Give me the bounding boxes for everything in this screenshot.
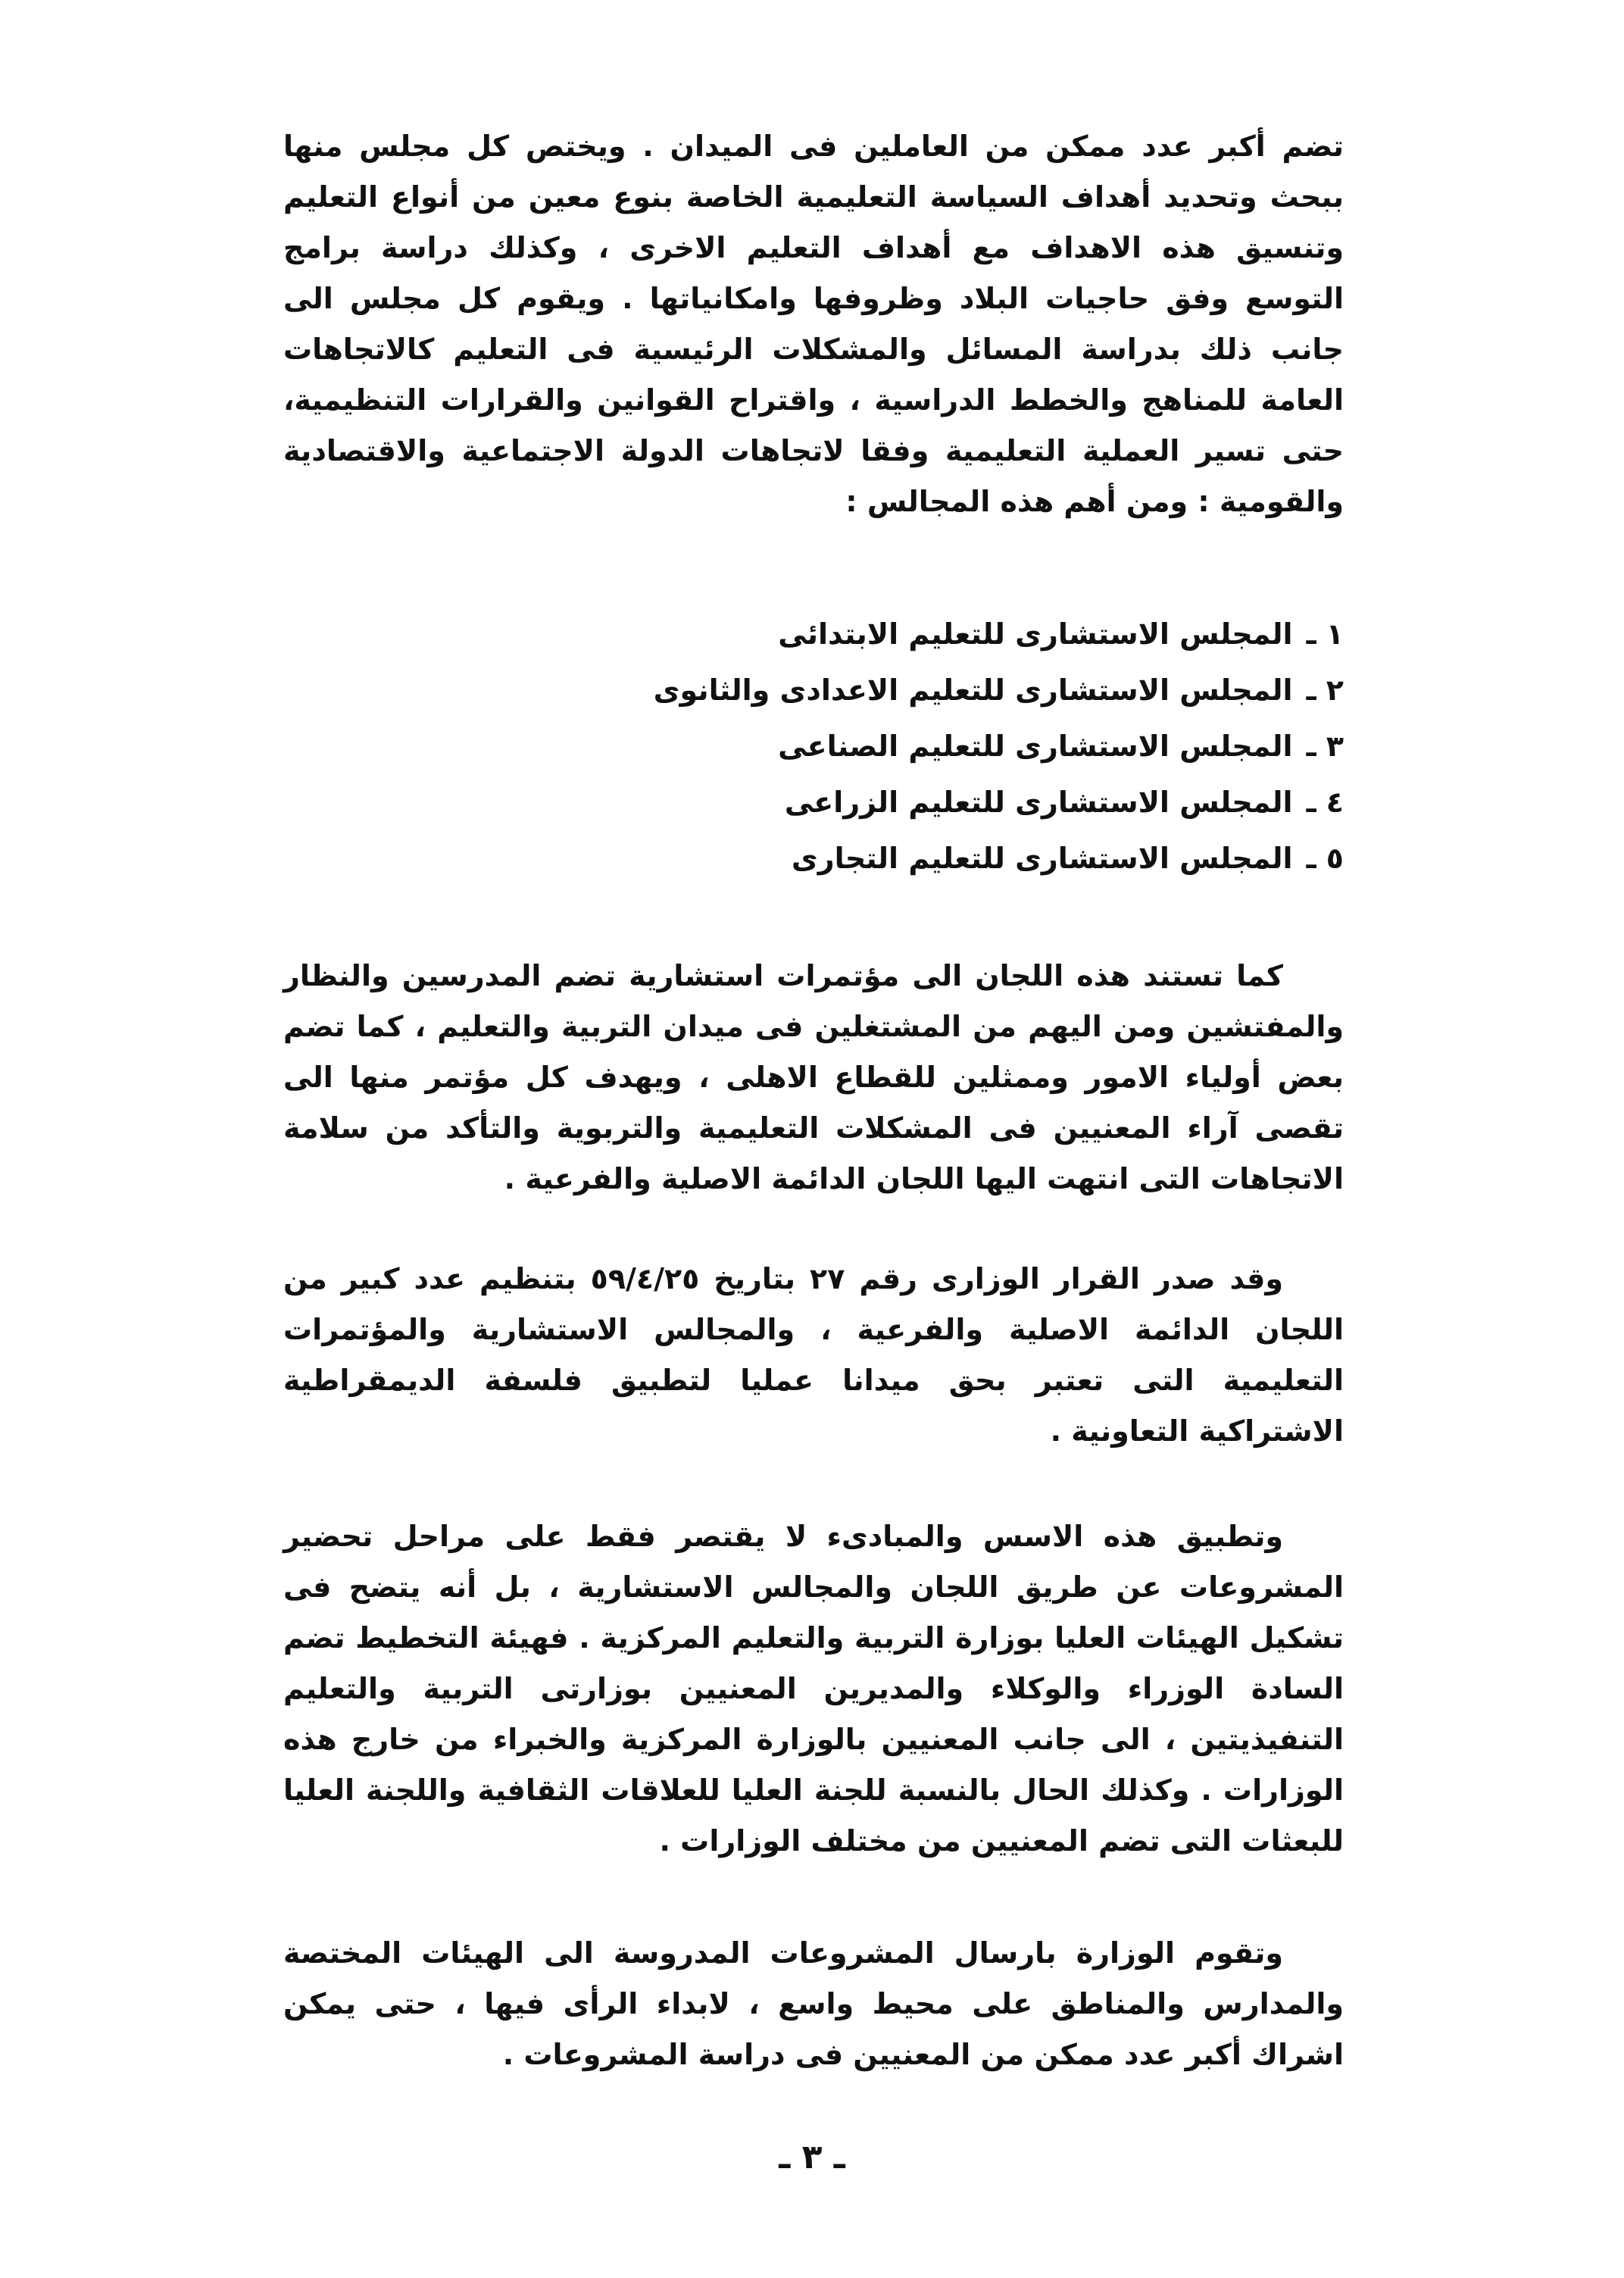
list-item-number: ٤ ـ <box>1306 786 1344 819</box>
list-item-label: المجلس الاستشارى للتعليم الاعدادى والثانوى <box>653 673 1293 707</box>
paragraph-conferences-text: كما تستند هذه اللجان الى مؤتمرات استشارية تضم المدرسين والنظار والمفتشين ومن اليهم من المشتغلين فى ميدان التربية والتعليم ، كما تضم بعض أولياء الامور وممثلين للقطاع الاهلى ، ويهدف كل مؤتمر منها الى تقصى آراء المعنيين فى المشكلات التعليمية والتربوية والتأكد من سلامة الاتجاهات التى انتهت اليها اللجان الدائمة الاصلية والفرعية . <box>283 959 1344 1195</box>
list-item-label: المجلس الاستشارى للتعليم الزراعى <box>784 786 1293 819</box>
list-item <box>283 718 1344 774</box>
list-item <box>283 606 1344 662</box>
list-item-number: ٣ ـ <box>1306 730 1344 763</box>
list-item-number: ٢ ـ <box>1306 673 1344 707</box>
paragraph-ministry-text: وتقوم الوزارة بارسال المشروعات المدروسة الى الهيئات المختصة والمدارس والمناطق على محيط واسع ، لابداء الرأى فيها ، حتى يمكن اشراك أكبر عدد ممكن من المعنيين فى دراسة المشروعات . <box>283 1936 1344 2071</box>
list-item-label: المجلس الاستشارى للتعليم الصناعى <box>778 730 1293 763</box>
paragraph-decree-text: وقد صدر القرار الوزارى رقم ٢٧ بتاريخ ٥٩/٤/٢٥ بتنظيم عدد كبير من اللجان الدائمة الاصلية والفرعية ، والمجالس الاستشارية والمؤتمرات التعليمية التى تعتبر بحق ميدانا عمليا لتطبيق فلسفة الديمقراطية الاشتراكية التعاونية . <box>283 1262 1344 1448</box>
page-number: ـ ٣ ـ <box>779 2138 845 2176</box>
paragraph-conferences <box>283 951 1344 1205</box>
list-item-label: المجلس الاستشارى للتعليم الابتدائى <box>778 617 1293 651</box>
list-item-number: ٥ ـ <box>1306 842 1344 875</box>
list-item <box>283 774 1344 830</box>
councils-list <box>283 606 1344 886</box>
list-item-label: المجلس الاستشارى للتعليم التجارى <box>791 842 1293 875</box>
list-item <box>283 662 1344 718</box>
list-item-number: ١ ـ <box>1306 617 1344 651</box>
paragraph-decree <box>283 1254 1344 1457</box>
paragraph-principles <box>283 1511 1344 1867</box>
paragraph-principles-text: وتطبيق هذه الاسس والمبادىء لا يقتصر فقط على مراحل تحضير المشروعات عن طريق اللجان والمجالس الاستشارية ، بل أنه يتضح فى تشكيل الهيئات العليا بوزارة التربية والتعليم المركزية . فهيئة التخطيط تضم السادة الوزراء والوكلاء والمديرين المعنيين بوزارتى التربية والتعليم التنفيذيتين ، الى جانب المعنيين بالوزارة المركزية والخبراء من خارج هذه الوزارات . وكذلك الحال بالنسبة للجنة العليا للعلاقات الثقافية واللجنة العليا للبعثات التى تضم المعنيين من مختلف الوزارات . <box>283 1520 1344 1858</box>
list-item <box>283 830 1344 886</box>
paragraph-ministry <box>283 1928 1344 2080</box>
paragraph-intro <box>283 121 1344 527</box>
paragraph-intro-text: تضم أكبر عدد ممكن من العاملين فى الميدان . ويختص كل مجلس منها ببحث وتحديد أهداف السياسة التعليمية الخاصة بنوع معين من أنواع التعليم وتنسيق هذه الاهداف مع أهداف التعليم الاخرى ، وكذلك دراسة برامج التوسع وفق حاجيات البلاد وظروفها وامكانياتها . ويقوم كل مجلس الى جانب ذلك بدراسة المسائل والمشكلات الرئيسية فى التعليم كالاتجاهات العامة للمناهج والخطط الدراسية ، واقتراح القوانين والقرارات التنظيمية، حتى تسير العملية التعليمية وفقا لاتجاهات الدولة الاجتماعية والاقتصادية والقومية : ومن أهم هذه المجالس : <box>283 130 1344 518</box>
